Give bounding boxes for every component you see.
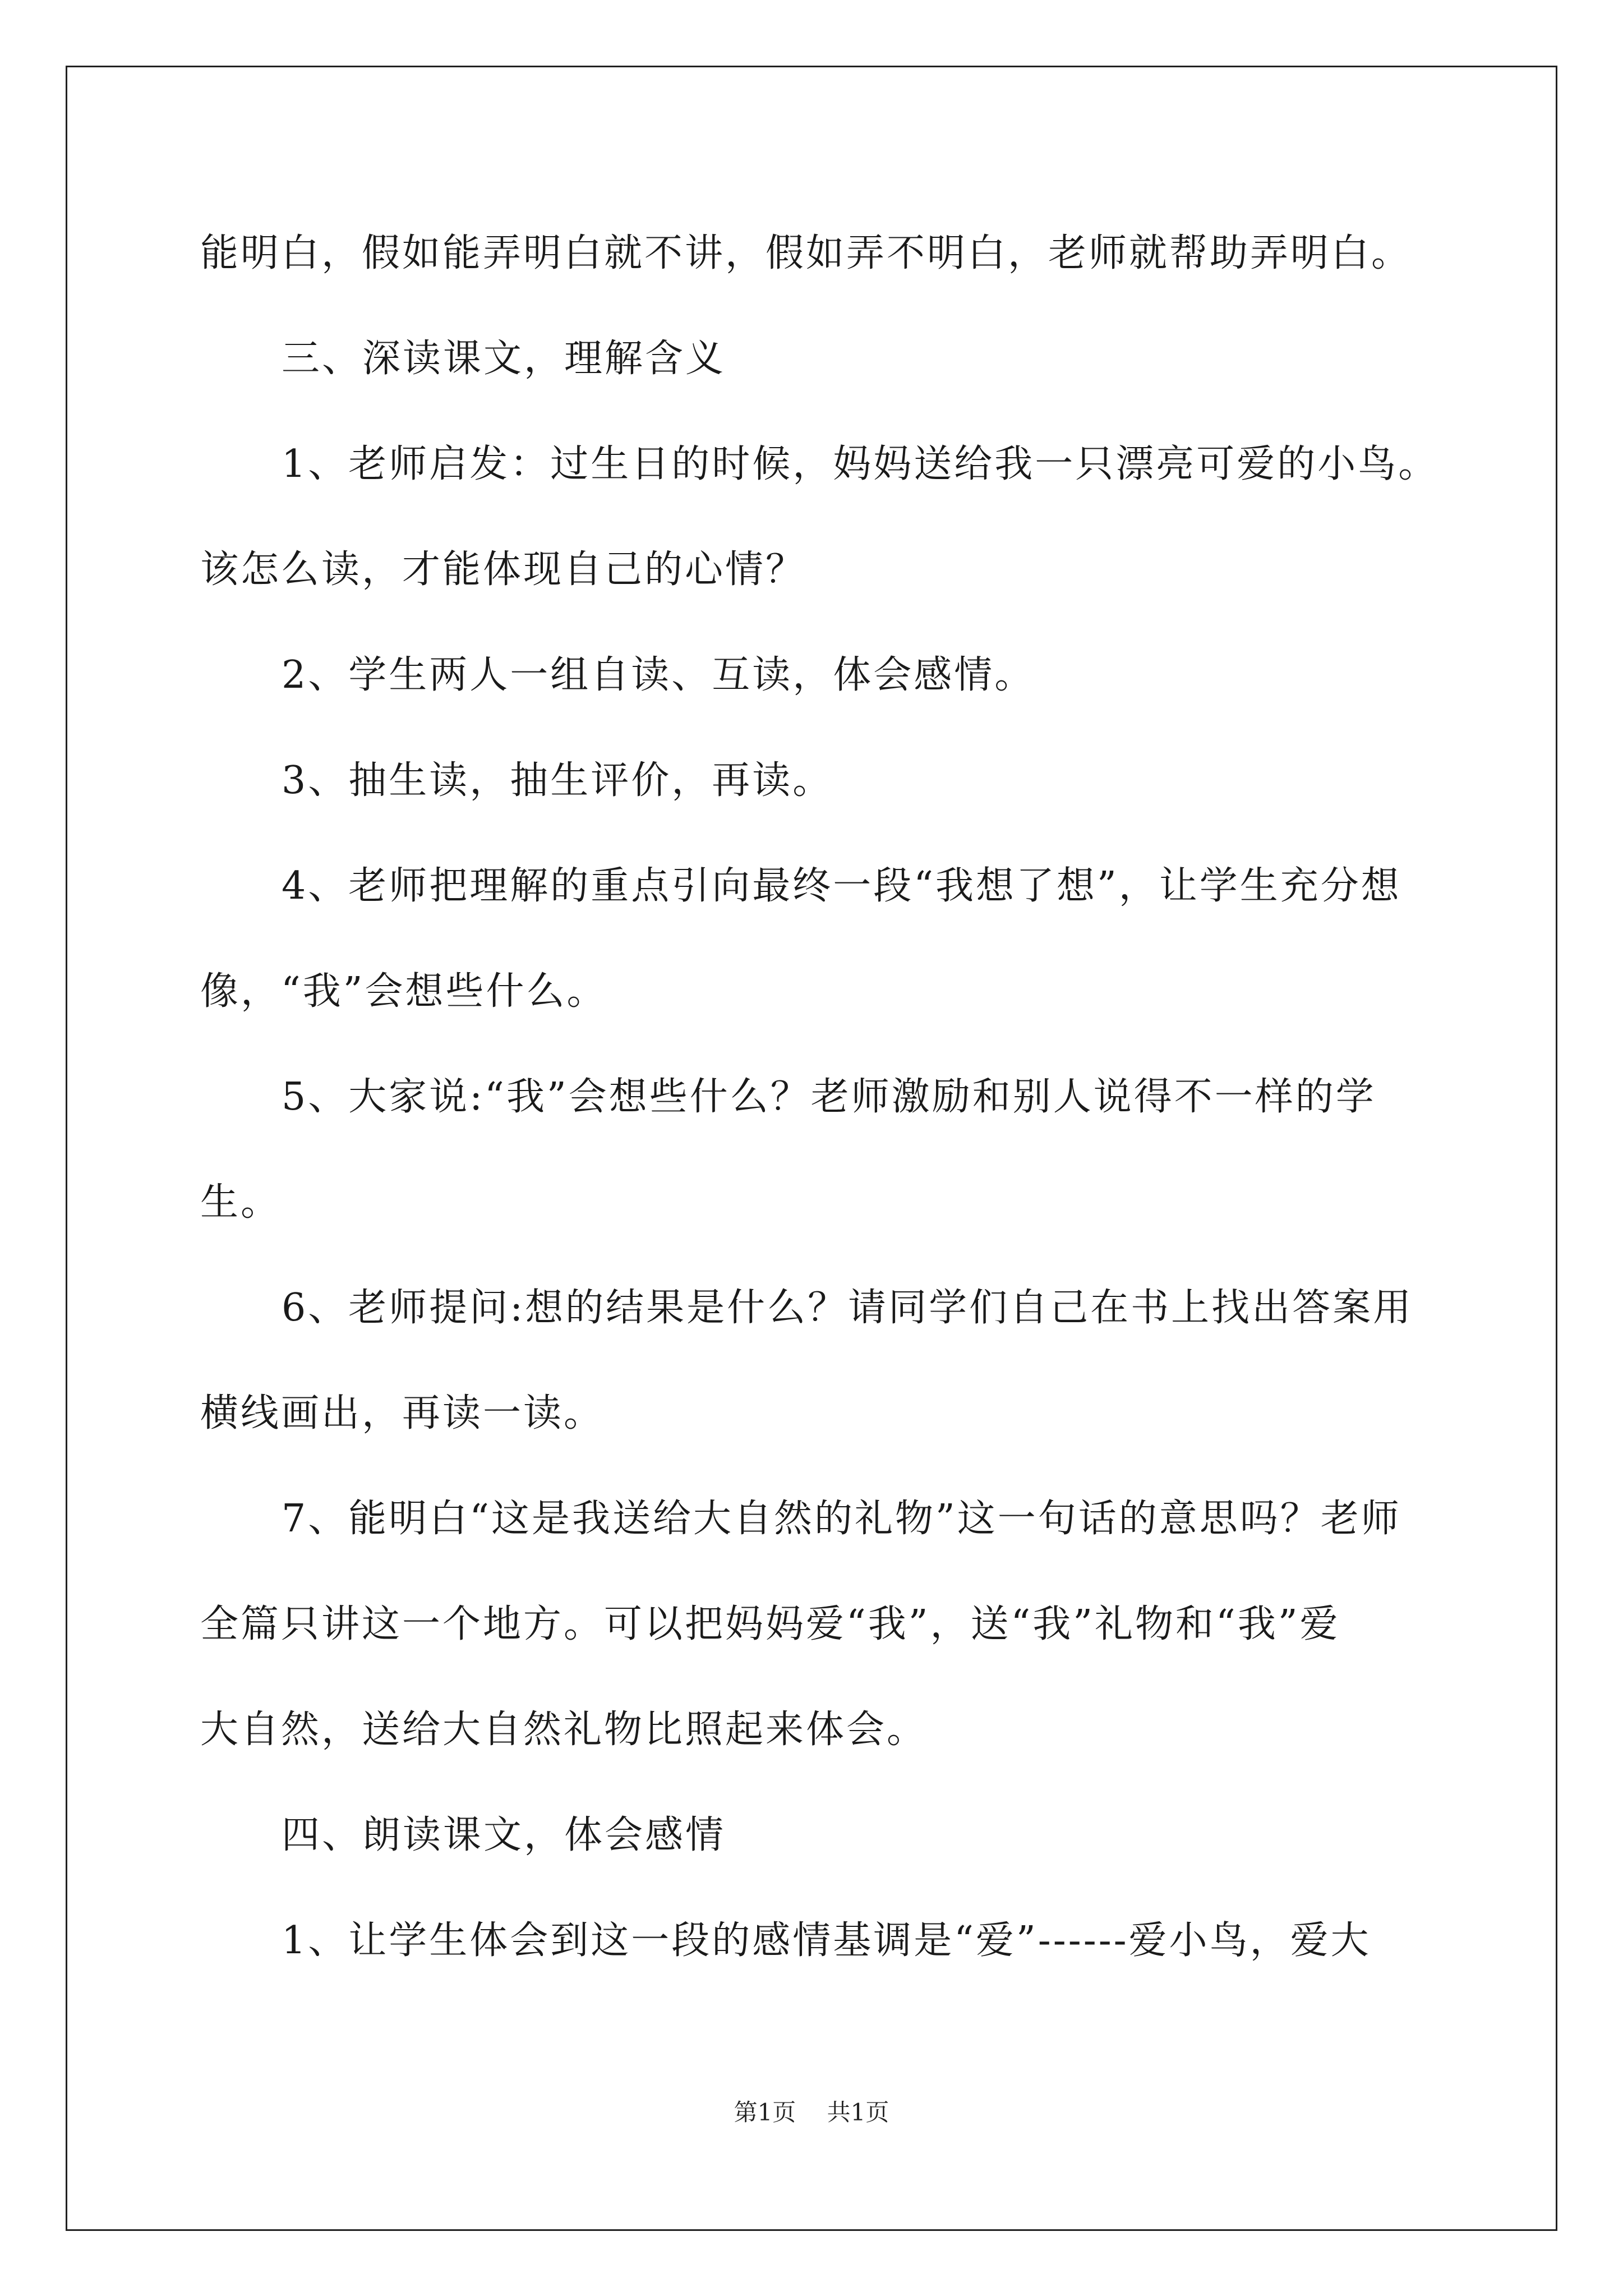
text-line: 生。 [200, 1180, 282, 1225]
page-footer [0, 2101, 1623, 2124]
text-line: 横线画出，再读一读。 [200, 1391, 605, 1435]
page-number: 第1页 [734, 2099, 796, 2126]
text-line: 4、老师把理解的重点引向最终一段“我想了想”，让学生充分想 [282, 864, 1401, 908]
text-line: 1、老师启发：过生日的时候，妈妈送给我一只漂亮可爱的小鸟。 [282, 442, 1439, 486]
text-line: 像，“我”会想些什么。 [200, 969, 607, 1014]
page-total: 共1页 [827, 2099, 889, 2126]
text-line: 大自然，送给大自然礼物比照起来体会。 [200, 1708, 928, 1752]
text-line: 全篇只讲这一个地方。可以把妈妈爱“我”，送“我”礼物和“我”爱 [200, 1602, 1340, 1646]
text-line: 能明白，假如能弄明白就不讲，假如弄不明白，老师就帮助弄明白。 [200, 231, 1412, 275]
text-line: 该怎么读，才能体现自己的心情？ [200, 547, 806, 592]
text-line: 2、学生两人一组自读、互读，体会感情。 [282, 653, 1035, 697]
text-line: 6、老师提问:想的结果是什么？请同学们自己在书上找出答案用 [282, 1286, 1414, 1330]
text-line: 5、大家说:“我”会想些什么？老师激励和别人说得不一样的学 [282, 1075, 1376, 1119]
section-heading: 三、深读课文，理解含义 [282, 337, 726, 381]
text-line: 7、能明白“这是我送给大自然的礼物”这一句话的意思吗？老师 [282, 1497, 1401, 1541]
text-line: 3、抽生读，抽生评价，再读。 [282, 758, 833, 803]
text-line: 1、让学生体会到这一段的感情基调是“爱”------爱小鸟，爱大 [282, 1918, 1371, 1963]
section-heading: 四、朗读课文，体会感情 [282, 1813, 726, 1857]
page-frame [66, 66, 1557, 2231]
